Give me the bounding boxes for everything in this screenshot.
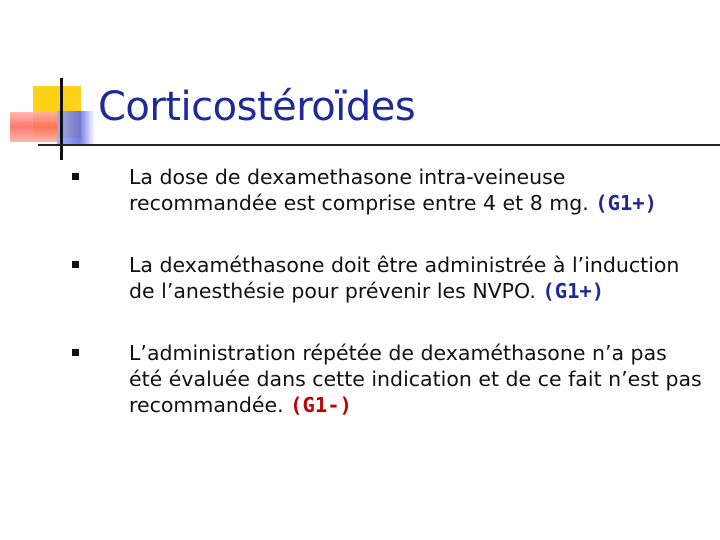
bullet-text: La dose de dexamethasone intra-veineuse recommandée est comprise entre 4 et 8 mg.	[129, 165, 596, 215]
square-bullet-icon	[72, 173, 79, 180]
bullet-text: L’administration répétée de dexaméthasone n’a pas été évaluée dans cette indication et de ce fait n’est pas recommandée.	[129, 341, 702, 417]
title-underline	[38, 144, 720, 146]
grade-badge: (G1+)	[595, 191, 657, 215]
decor-red-bar	[10, 112, 58, 142]
square-bullet-icon	[72, 349, 79, 356]
slide-title: Corticostéroïdes	[98, 84, 416, 130]
decor-vertical-line	[60, 78, 63, 160]
bullet-text: La dexaméthasone doit être administrée à l’induction de l’anesthésie pour prévenir les NVPO.	[129, 253, 680, 303]
square-bullet-icon	[72, 261, 79, 268]
bullet-item	[72, 252, 702, 304]
bullet-item	[72, 340, 702, 418]
grade-badge: (G1-)	[290, 393, 352, 417]
bullet-list	[72, 164, 702, 454]
grade-badge: (G1+)	[542, 279, 605, 303]
bullet-item	[72, 164, 702, 216]
